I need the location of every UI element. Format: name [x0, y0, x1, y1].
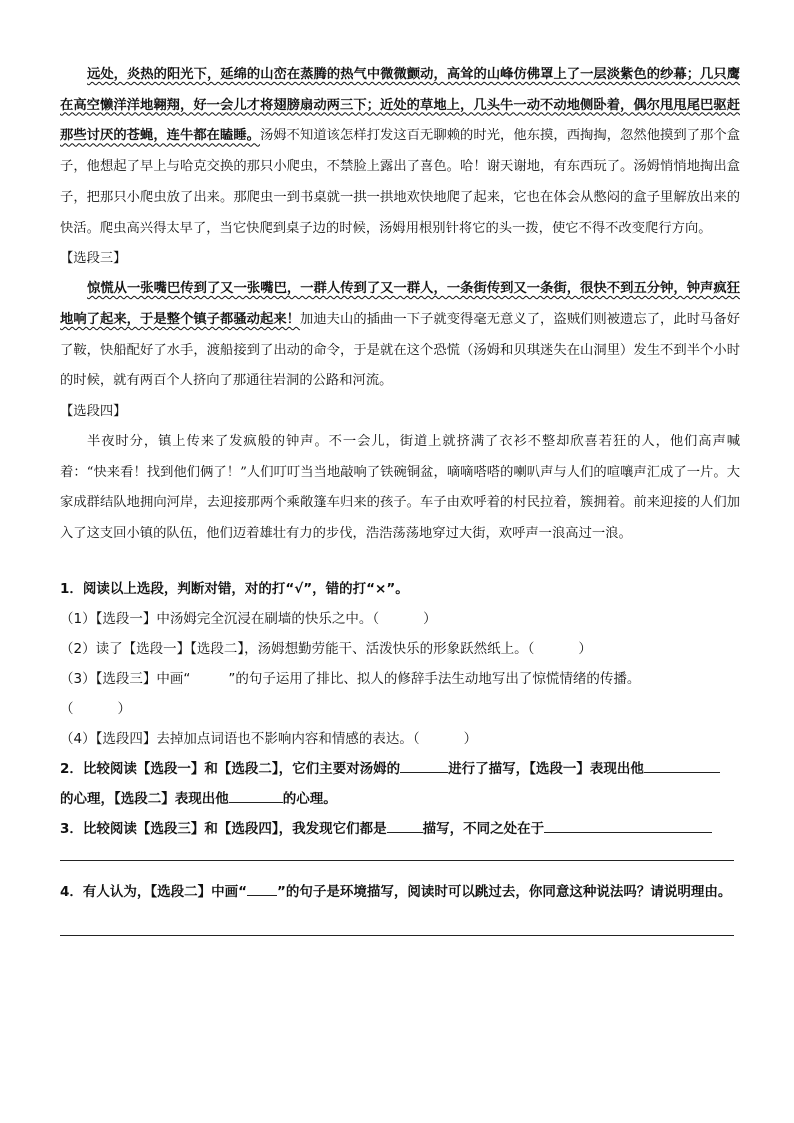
q1-4-text: （4）【选段四】去掉加点词语也不影响内容和情感的表达。（: [60, 730, 420, 747]
seg2-rest-text: 汤姆不知道该怎样打发这百无聊赖的时光，他东摸，西掏掏，忽然他摸到了那个盒子，他想起了早上与哈克交换的那只小爬虫，不禁脸上露出了喜色。哈！谢天谢地，有东西玩了。汤姆悄悄地掏出盒子，把那只小爬虫放了出来。那爬虫一到书桌就一拱一拱地欢快地爬了起来，它也在体会从憋闷的盒子里解放出来的快活。爬虫高兴得太早了，当它快爬到桌子边的时候，汤姆用根别针将它的头一拨，使它不得不改变爬行方向。: [60, 128, 741, 236]
q1-4-close: ）: [463, 730, 478, 747]
question-2: [60, 754, 740, 814]
straight-line-sample: [247, 885, 277, 896]
question-1-3-paren: [60, 694, 740, 724]
passage-seg4: 半夜时分，镇上传来了发疯般的钟声。不一会儿，街道上就挤满了衣衫不整却欣喜若狂的人，他们高声喊着：“快来看！找到他们俩了！”人们叮叮当当地敲响了铁碗铜盆，嘀嘀嗒嗒的喇叭声与人们的喧嚷声汇成了一片。大家成群结队地拥向河岸，去迎接那两个乘敞篷车归来的孩子。车子由欢呼着的村民拉着，簇拥着。前来迎接的人们加入了这支回小镇的队伍，他们迈着雄壮有力的步伐，浩浩荡荡地穿过大街，欢呼声一浪高过一浪。: [60, 434, 740, 542]
q1-3-open: （: [60, 700, 74, 717]
q2-text-c: 的心理，【选段二】表现出他: [60, 790, 229, 807]
spacer: [60, 550, 740, 574]
q1-1-close: ）: [423, 610, 437, 627]
passage-seg2: [60, 60, 740, 244]
q2-text-a: 2．比较阅读【选段一】和【选段二】，它们主要对汤姆的: [60, 760, 401, 777]
question-1-1: [60, 604, 740, 634]
q2-text-b: 进行了描写，【选段一】表现出他: [448, 760, 644, 777]
seg3-rest-text: 加迪夫山的插曲一下子就变得毫无意义了，盗贼们则被遗忘了，此时马备好了鞍，快船配好了水手，渡船接到了出动的命令，于是就在这个恐慌（汤姆和贝琪迷失在山洞里）发生不到半个小时的时候，就有两百个人挤向了那通往岩洞的公路和河流。: [60, 311, 741, 389]
question-1-3: [60, 664, 740, 694]
q2-text-d: 的心理。: [282, 790, 337, 807]
q1-2-close: ）: [578, 640, 592, 657]
q1-3-close: ）: [117, 700, 131, 717]
question-1-4: [60, 724, 740, 754]
answer-blank-2-2[interactable]: [644, 758, 720, 773]
q3-text-b: 描写，不同之处在于: [422, 820, 545, 837]
q1-2-text: （2）读了【选段一】【选段二】，汤姆想勤劳能干、活泼快乐的形象跃然纸上。（: [60, 640, 535, 657]
q4-text-a: 4．有人认为，【选段二】中画“: [60, 883, 248, 900]
answer-blank-3-1[interactable]: [387, 818, 423, 833]
seg3-label: 【选段三】: [60, 251, 127, 267]
answer-line-4[interactable]: [60, 935, 734, 936]
worksheet-page: [60, 60, 740, 936]
q1-3-text-b: ”的句子运用了排比、拟人的修辞手法生动地写出了惊慌情绪的传播。: [228, 670, 641, 687]
seg4-label: 【选段四】: [60, 404, 127, 420]
answer-line-3[interactable]: [60, 860, 734, 861]
answer-blank-3-2[interactable]: [544, 818, 712, 833]
wavy-line-sample: [190, 664, 228, 694]
seg2-underlined-sentence: 远处，炎热的阳光下，延绵的山峦在蒸腾的热气中微微颤动，高耸的山峰仿佛罩上了一层淡紫色的纱幕；几只鹰在高空懒洋洋地翱翔，好一会儿才将翅膀扇动两三下；近处的草地上，几头牛一动不动地侧卧着，偶尔甩甩尾巴驱赶那些讨厌的苍蝇，连牛都在瞌睡。: [60, 67, 740, 144]
passage-seg3: [60, 274, 740, 397]
answer-blank-2-3[interactable]: [229, 788, 283, 803]
question-1-2: [60, 634, 740, 664]
question-3: [60, 814, 740, 844]
answer-blank-2-1[interactable]: [400, 758, 448, 773]
seg3-underlined-sentence: 惊慌从一张嘴巴传到了又一张嘴巴，一群人传到了又一群人，一条街传到又一条街，很快不到五分钟，钟声疯狂地响了起来，于是整个镇子都骚动起来！: [60, 281, 740, 327]
question-4: [60, 877, 740, 907]
question-1: 1．阅读以上选段，判断对错，对的打“√”，错的打“×”。: [60, 580, 409, 597]
q4-text-b: ”的句子是环境描写，阅读时可以跳过去，你同意这种说法吗？请说明理由。: [277, 883, 732, 900]
q3-text-a: 3．比较阅读【选段三】和【选段四】，我发现它们都是: [60, 820, 387, 837]
q1-1-text: （1）【选段一】中汤姆完全沉浸在刷墙的快乐之中。（: [60, 610, 380, 627]
q1-3-text-a: （3）【选段三】中画“: [60, 670, 191, 687]
